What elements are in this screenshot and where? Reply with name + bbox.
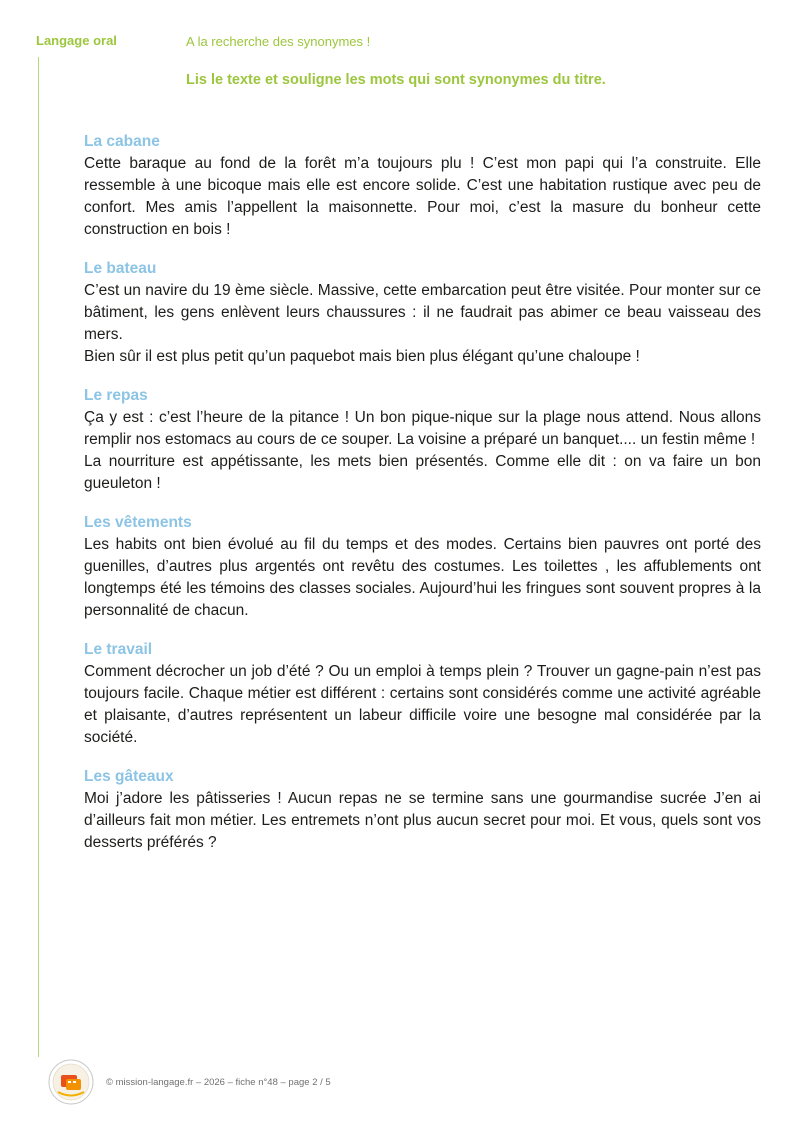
margin-line bbox=[38, 57, 39, 1057]
section-repas bbox=[84, 385, 761, 495]
paragraph: Les habits ont bien évolué au fil du temps et des modes. Certains bien pauvres ont porté des guenilles, d’autres plus argentés ont revêtu des costumes. Les toilettes , les affublements ont longtemps été les témoins des classes sociales. Aujourd’hui les fringues sont souvent propres à la personnalité de chacun. bbox=[84, 536, 761, 619]
section-travail bbox=[84, 639, 761, 749]
section-title: Le bateau bbox=[84, 260, 157, 277]
header-category: Langage oral bbox=[36, 33, 117, 48]
mission-langage-logo bbox=[48, 1059, 94, 1105]
section-title: Les vêtements bbox=[84, 514, 192, 531]
section-bateau bbox=[84, 258, 761, 368]
section-cabane bbox=[84, 131, 761, 241]
paragraph: Moi j’adore les pâtisseries ! Aucun repas ne se termine sans une gourmandise sucrée J’en ai d’ailleurs fait mon métier. Les entremets n’ont plus aucun secret pour moi. Et vous, quels sont vos desserts préférés ? bbox=[84, 790, 761, 851]
paragraph: Ça y est : c’est l’heure de la pitance ! Un bon pique-nique sur la plage nous attend. Nous allons remplir nos estomacs au cours de ce souper. La voisine a préparé un banquet.... un festin même ! bbox=[84, 409, 761, 448]
header-title: A la recherche des synonymes ! bbox=[186, 34, 371, 49]
section-vetements bbox=[84, 512, 761, 622]
paragraph: La nourriture est appétissante, les mets bien présentés. Comme elle dit : on va faire un bon gueuleton ! bbox=[84, 453, 761, 492]
paragraph: Cette baraque au fond de la forêt m’a toujours plu ! C’est mon papi qui l’a construite. Elle ressemble à une bicoque mais elle est encore solide. C’est une habitation rustique avec peu de confort. Mes amis l’appellent la maisonnette. Pour moi, c’est la masure du bonheur cette construction en bois ! bbox=[84, 155, 761, 238]
paragraph: C’est un navire du 19 ème siècle. Massive, cette embarcation peut être visitée. Pour monter sur ce bâtiment, les gens enlèvent leurs chaussures : il ne faudrait pas abimer ce beau vaisseau des mers. bbox=[84, 282, 761, 343]
paragraph: Bien sûr il est plus petit qu’un paquebot mais bien plus élégant qu’une chaloupe ! bbox=[84, 348, 640, 365]
paragraph: Comment décrocher un job d’été ? Ou un emploi à temps plein ? Trouver un gagne-pain n’est pas toujours facile. Chaque métier est différent : certains sont considérés comme une activité agréable et plaisante, d’autres représentent un labeur difficile voire une besogne mal considérée par la société. bbox=[84, 663, 761, 746]
instruction: Lis le texte et souligne les mots qui sont synonymes du titre. bbox=[186, 72, 606, 88]
section-title: Le repas bbox=[84, 387, 148, 404]
section-title: Le travail bbox=[84, 641, 153, 658]
section-title: Les gâteaux bbox=[84, 768, 174, 785]
section-gateaux bbox=[84, 766, 761, 854]
content bbox=[84, 131, 761, 871]
section-title: La cabane bbox=[84, 133, 160, 150]
footer-copyright: © mission-langage.fr – 2026 – fiche n°48 – page 2 / 5 bbox=[106, 1077, 331, 1088]
